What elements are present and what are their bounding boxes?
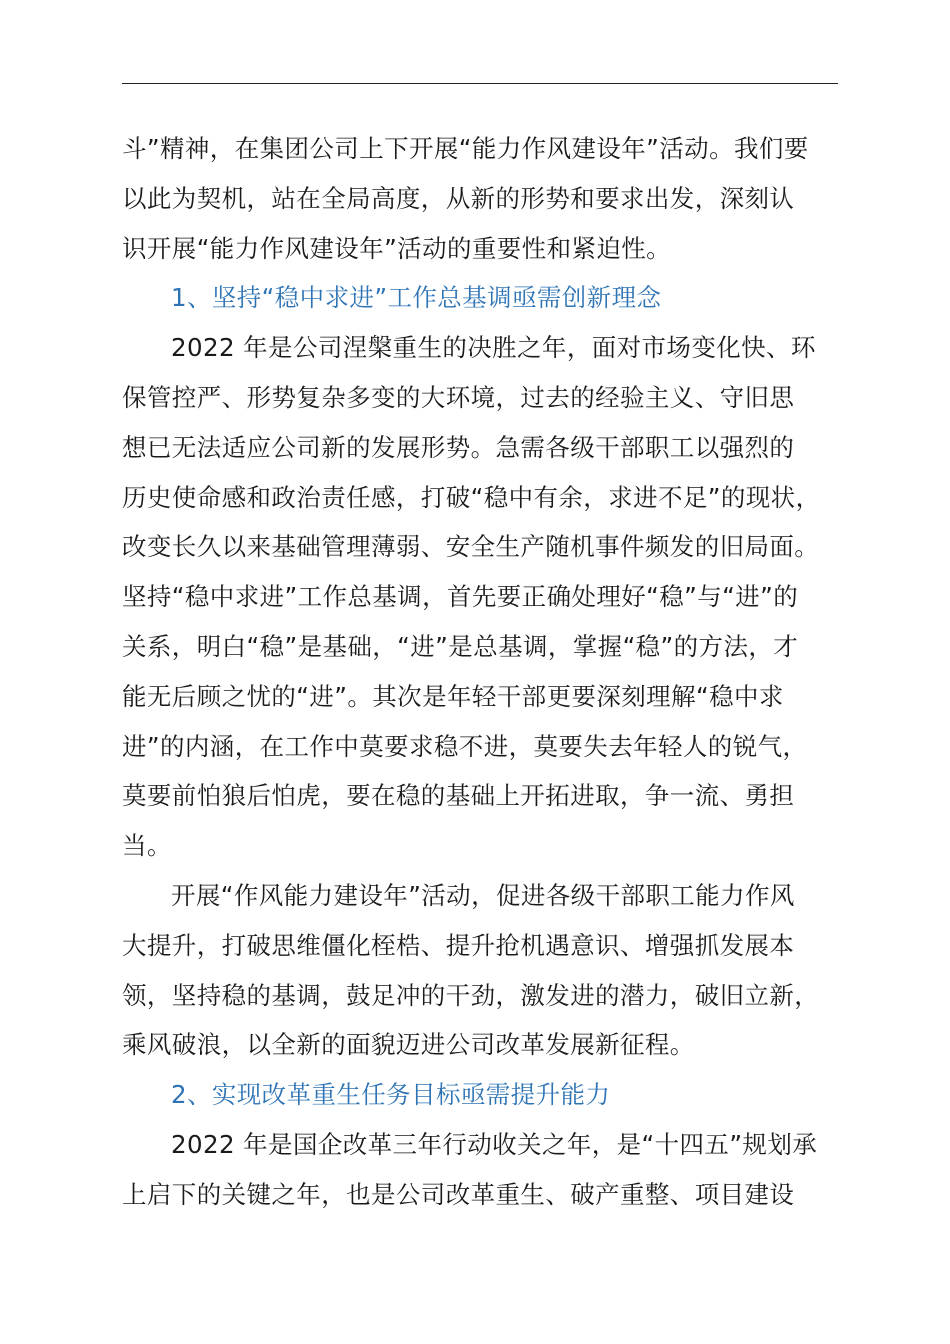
body-line: 关系，明白“稳”是基础，“进”是总基调，掌握“稳”的方法，才 [122, 631, 799, 661]
body-line: 当。 [122, 831, 172, 861]
body-line: 进”的内涵，在工作中莫要求稳不进，莫要失去年轻人的锐气， [122, 731, 808, 761]
document-body [122, 124, 838, 1220]
section-heading-1: 1、坚持“稳中求进”工作总基调亟需创新理念 [171, 283, 662, 313]
section-heading-2: 2、实现改革重生任务目标亟需提升能力 [171, 1080, 611, 1110]
paragraph-start: 开展“作风能力建设年”活动，促进各级干部职工能力作风 [171, 880, 795, 910]
body-line: 乘风破浪，以全新的面貌迈进公司改革发展新征程。 [122, 1030, 695, 1060]
body-line: 莫要前怕狼后怕虎，要在稳的基础上开拓进取，争一流、勇担 [122, 781, 795, 811]
body-line: 保管控严、形势复杂多变的大环境，过去的经验主义、守旧思 [122, 382, 795, 412]
body-line: 上启下的关键之年，也是公司改革重生、破产重整、项目建设 [122, 1179, 795, 1209]
body-line: 历史使命感和政治责任感，打破“稳中有余，求进不足”的现状， [122, 482, 821, 512]
paragraph-start: 2022 年是公司涅槃重生的决胜之年，面对市场变化快、环 [171, 333, 816, 363]
body-line: 斗”精神，在集团公司上下开展“能力作风建设年”活动。我们要 [122, 134, 809, 163]
paragraph-start: 2022 年是国企改革三年行动收关之年，是“十四五”规划承 [171, 1129, 818, 1159]
body-line: 领，坚持稳的基调，鼓足冲的干劲，激发进的潜力，破旧立新， [122, 980, 820, 1010]
header-rule [122, 83, 838, 84]
body-line: 大提升，打破思维僵化桎梏、提升抢机遇意识、增强抓发展本 [122, 930, 795, 960]
body-line: 以此为契机，站在全局高度，从新的形势和要求出发，深刻认 [122, 183, 795, 213]
body-line: 坚持“稳中求进”工作总基调，首先要正确处理好“稳”与“进”的 [122, 582, 799, 612]
body-line: 想已无法适应公司新的发展形势。急需各级干部职工以强烈的 [122, 432, 795, 462]
body-line: 能无后顾之忧的“进”。其次是年轻干部更要深刻理解“稳中求 [122, 681, 784, 711]
body-line: 识开展“能力作风建设年”活动的重要性和紧迫性。 [122, 233, 672, 263]
body-line: 改变长久以来基础管理薄弱、安全生产随机事件频发的旧局面。 [122, 532, 820, 562]
